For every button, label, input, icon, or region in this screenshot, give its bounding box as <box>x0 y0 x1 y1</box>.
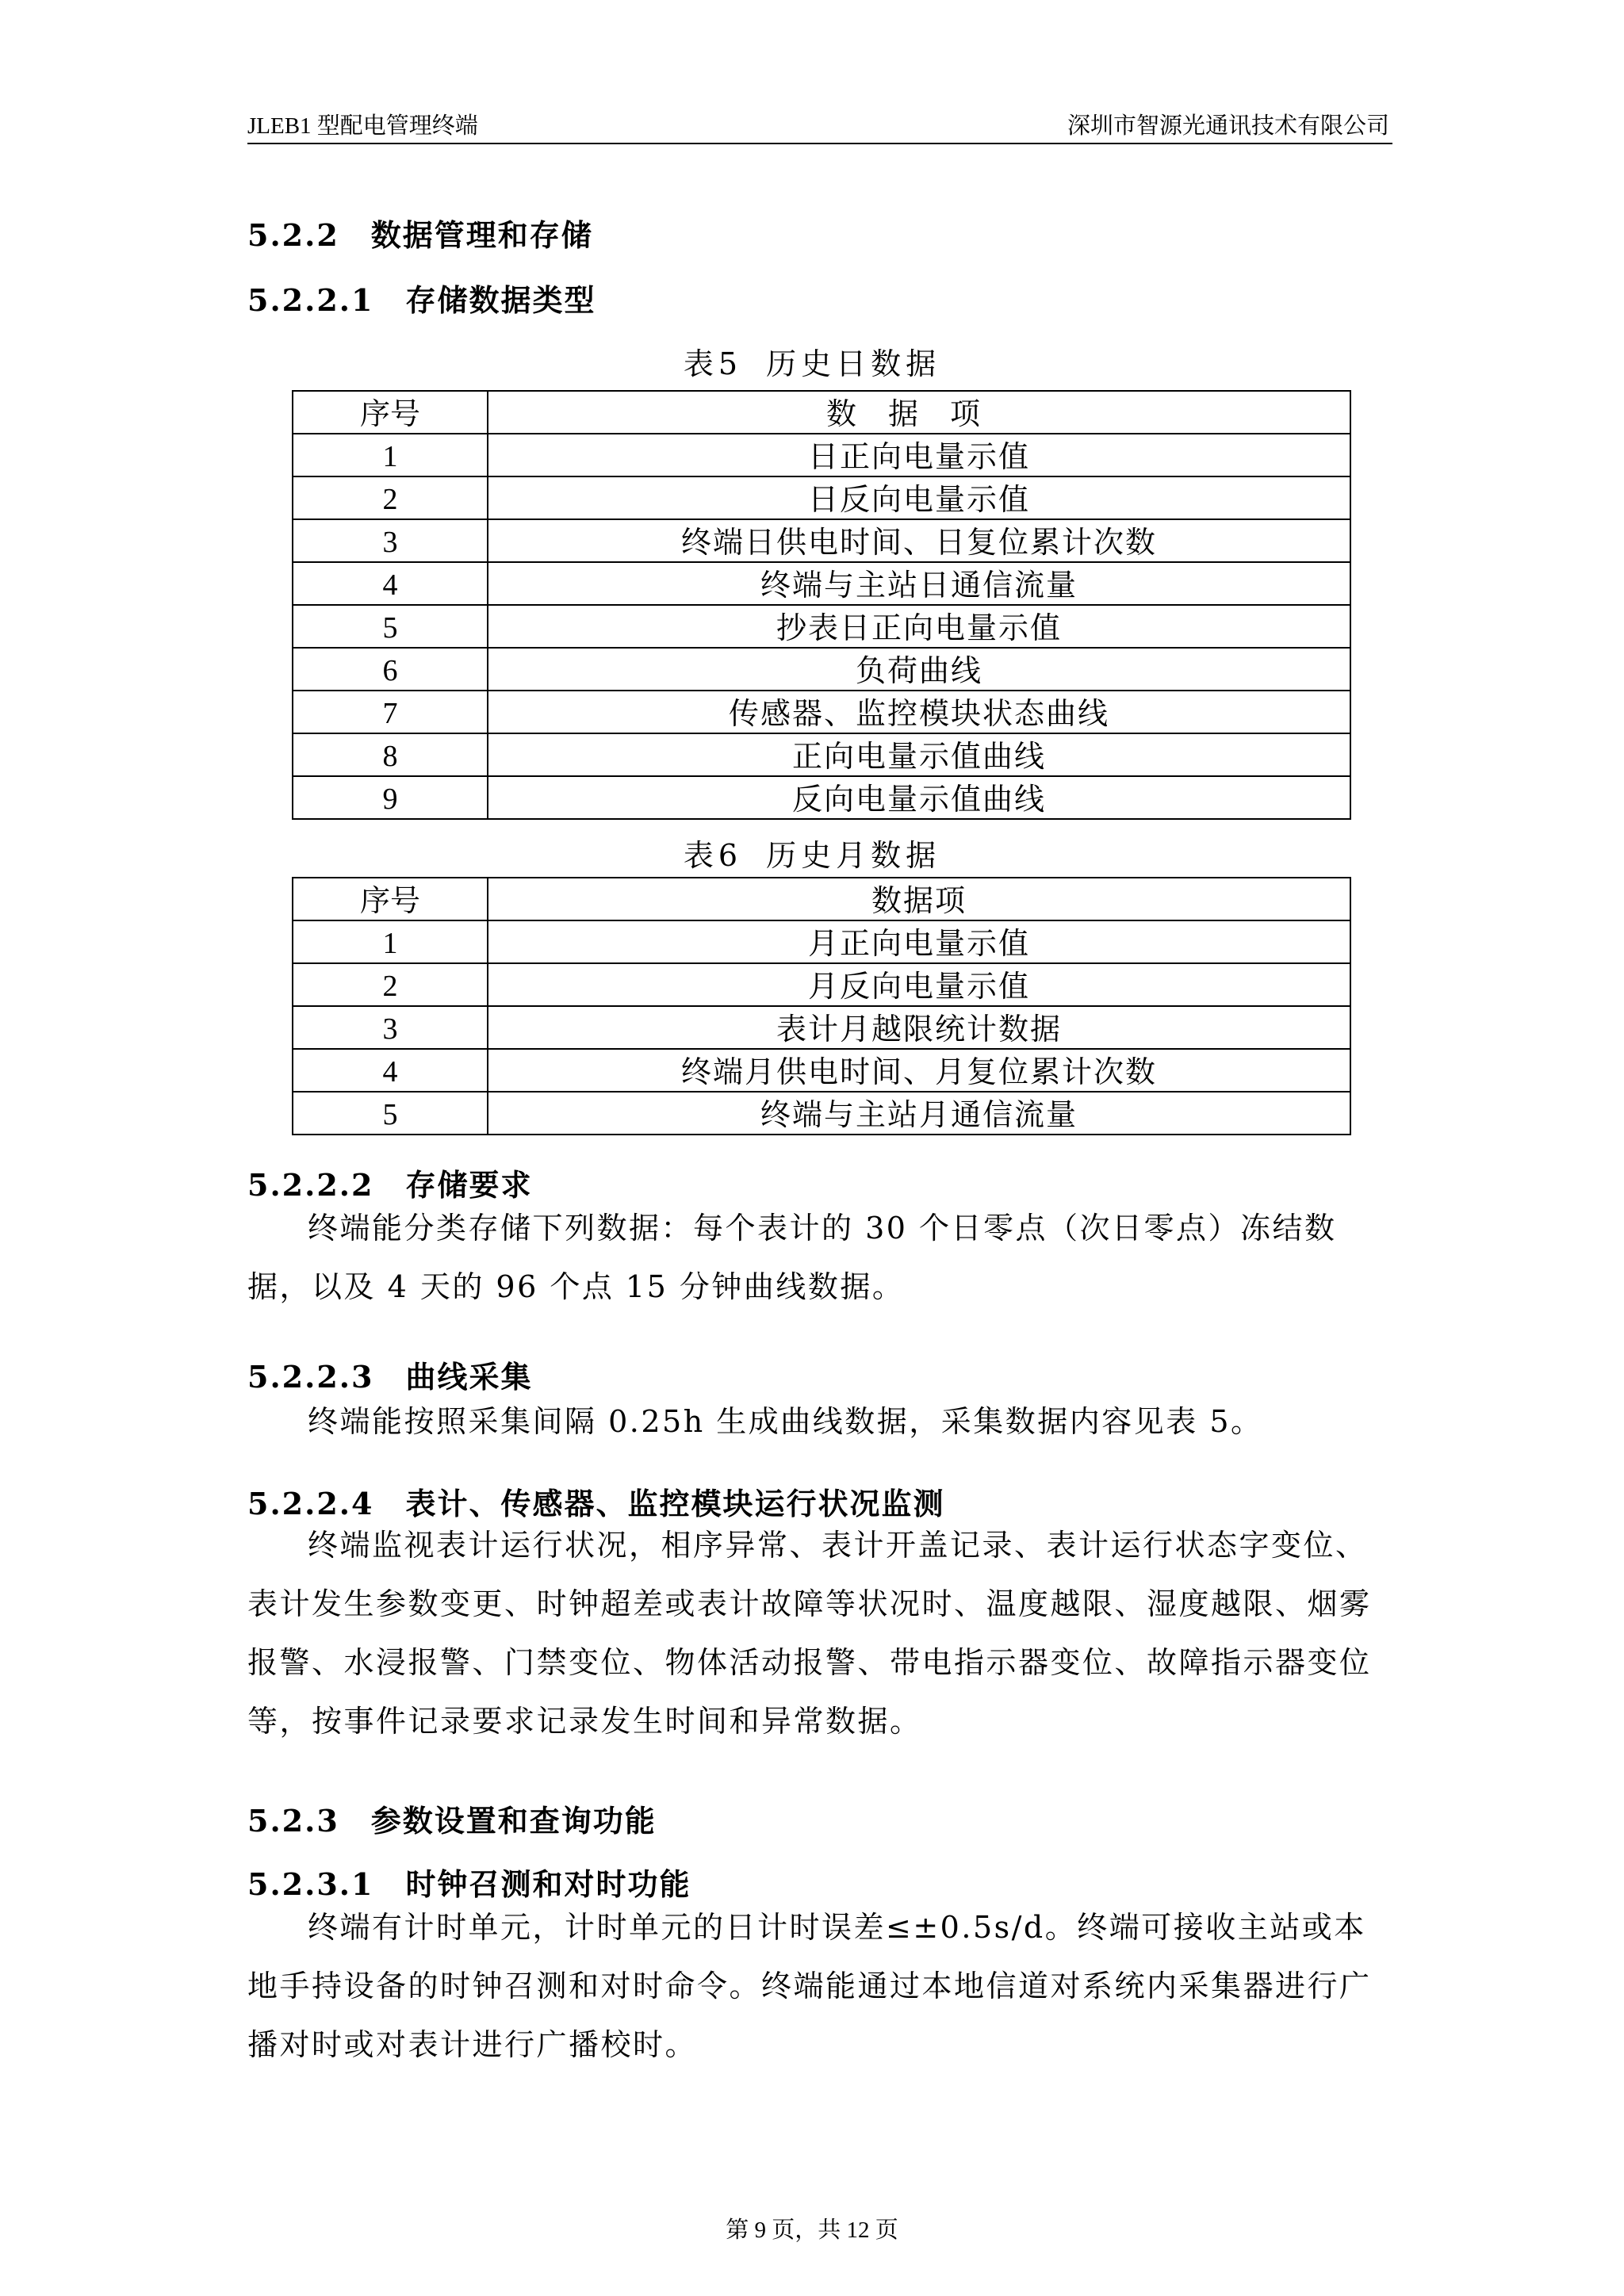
table5-caption-label: 表5 <box>683 346 743 381</box>
table-row <box>293 1092 1350 1135</box>
cell-data-item: 表计月越限统计数据 <box>488 1006 1350 1049</box>
section-heading-5-2-2-1 <box>247 276 596 320</box>
table6-caption-label: 表6 <box>683 838 743 873</box>
cell-index: 9 <box>293 776 488 819</box>
section-heading-5-2-3-1 <box>247 1860 691 1904</box>
table5-caption-title: 历史日数据 <box>766 346 941 381</box>
table-row <box>293 776 1350 819</box>
section-number: 5.2.2.2 <box>247 1167 374 1203</box>
table-row <box>293 963 1350 1006</box>
table-row <box>293 648 1350 691</box>
cell-index: 5 <box>293 605 488 648</box>
header-company-name: 深圳市智源光通讯技术有限公司 <box>1067 113 1389 139</box>
cell-data-item: 日反向电量示值 <box>488 476 1350 519</box>
table-row <box>293 920 1350 963</box>
table-row <box>293 1006 1350 1049</box>
table-header-row <box>293 391 1350 434</box>
cell-data-item: 日正向电量示值 <box>488 434 1350 476</box>
cell-index: 3 <box>293 519 488 562</box>
cell-data-item: 终端月供电时间、月复位累计次数 <box>488 1049 1350 1092</box>
table-row <box>293 1049 1350 1092</box>
section-heading-5-2-3 <box>247 1797 657 1840</box>
table6-caption-title: 历史月数据 <box>766 838 941 873</box>
section-title: 数据管理和存储 <box>370 217 593 253</box>
table6-caption <box>0 831 1624 874</box>
cell-data-item: 正向电量示值曲线 <box>488 733 1350 776</box>
section-number: 5.2.3.1 <box>247 1866 374 1902</box>
paragraph-clock-sync <box>247 1898 1386 2074</box>
cell-index: 2 <box>293 963 488 1006</box>
table-row <box>293 434 1350 476</box>
cell-data-item: 传感器、监控模块状态曲线 <box>488 691 1350 733</box>
page-number-footer: 第 9 页，共 12 页 <box>726 2218 898 2243</box>
section-number: 5.2.3 <box>247 1803 339 1839</box>
cell-data-item: 月反向电量示值 <box>488 963 1350 1006</box>
column-header-index: 序号 <box>293 391 488 434</box>
section-title: 参数设置和查询功能 <box>370 1803 657 1839</box>
cell-data-item: 负荷曲线 <box>488 648 1350 691</box>
section-number: 5.2.2.4 <box>247 1486 374 1521</box>
table5-history-daily-data <box>292 390 1351 820</box>
section-number: 5.2.2.1 <box>247 282 374 318</box>
cell-index: 1 <box>293 920 488 963</box>
paragraph-storage-requirements <box>247 1199 1386 1316</box>
table-row <box>293 519 1350 562</box>
cell-index: 2 <box>293 476 488 519</box>
cell-index: 8 <box>293 733 488 776</box>
cell-data-item: 终端日供电时间、日复位累计次数 <box>488 519 1350 562</box>
cell-index: 6 <box>293 648 488 691</box>
cell-data-item: 抄表日正向电量示值 <box>488 605 1350 648</box>
table-row <box>293 733 1350 776</box>
cell-index: 3 <box>293 1006 488 1049</box>
table-row <box>293 562 1350 605</box>
cell-index: 1 <box>293 434 488 476</box>
cell-data-item: 终端与主站月通信流量 <box>488 1092 1350 1135</box>
cell-data-item: 月正向电量示值 <box>488 920 1350 963</box>
cell-index: 5 <box>293 1092 488 1135</box>
section-heading-5-2-2 <box>247 211 593 254</box>
header-divider <box>247 143 1392 144</box>
cell-data-item: 终端与主站日通信流量 <box>488 562 1350 605</box>
paragraph-text: 终端能按照采集间隔 0.25h 生成曲线数据，采集数据内容见表 5。 <box>308 1404 1263 1439</box>
table5-caption <box>0 339 1624 383</box>
paragraph-text: 终端能分类存储下列数据：每个表计的 30 个日零点（次日零点）冻结数据，以及 4 天的 96 个点 15 分钟曲线数据。 <box>247 1211 1337 1304</box>
table-row <box>293 605 1350 648</box>
cell-index: 7 <box>293 691 488 733</box>
section-title: 表计、传感器、监控模块运行状况监测 <box>405 1486 945 1521</box>
section-heading-5-2-2-2 <box>247 1161 532 1204</box>
section-title: 存储要求 <box>405 1167 533 1203</box>
table6-history-monthly-data <box>292 877 1351 1135</box>
header-doc-title: JLEB1 型配电管理终端 <box>247 113 478 139</box>
table-header-row <box>293 878 1350 920</box>
column-header-data-item: 数据项 <box>488 391 1350 434</box>
table-row <box>293 476 1350 519</box>
section-title: 存储数据类型 <box>405 282 596 318</box>
column-header-data-item: 数据项 <box>488 878 1350 920</box>
column-header-index: 序号 <box>293 878 488 920</box>
section-title: 曲线采集 <box>405 1359 533 1395</box>
section-title: 时钟召测和对时功能 <box>405 1866 691 1902</box>
cell-index: 4 <box>293 1049 488 1092</box>
paragraph-running-status-monitoring <box>247 1516 1386 1751</box>
section-number: 5.2.2.3 <box>247 1359 374 1395</box>
cell-index: 4 <box>293 562 488 605</box>
paragraph-curve-collection <box>247 1392 1386 1451</box>
table-row <box>293 691 1350 733</box>
paragraph-text: 终端监视表计运行状况，相序异常、表计开盖记录、表计运行状态字变位、表计发生参数变更、时钟超差或表计故障等状况时、温度越限、湿度越限、烟雾报警、水浸报警、门禁变位、物体活动报警、带电指示器变位、故障指示器变位等，按事件记录要求记录发生时间和异常数据。 <box>247 1528 1372 1739</box>
section-number: 5.2.2 <box>247 217 339 253</box>
section-heading-5-2-2-3 <box>247 1353 532 1396</box>
paragraph-text: 终端有计时单元，计时单元的日计时误差≤±0.5s/d。终端可接收主站或本地手持设备的时钟召测和对时命令。终端能通过本地信道对系统内采集器进行广播对时或对表计进行广播校时。 <box>247 1910 1372 2062</box>
cell-data-item: 反向电量示值曲线 <box>488 776 1350 819</box>
